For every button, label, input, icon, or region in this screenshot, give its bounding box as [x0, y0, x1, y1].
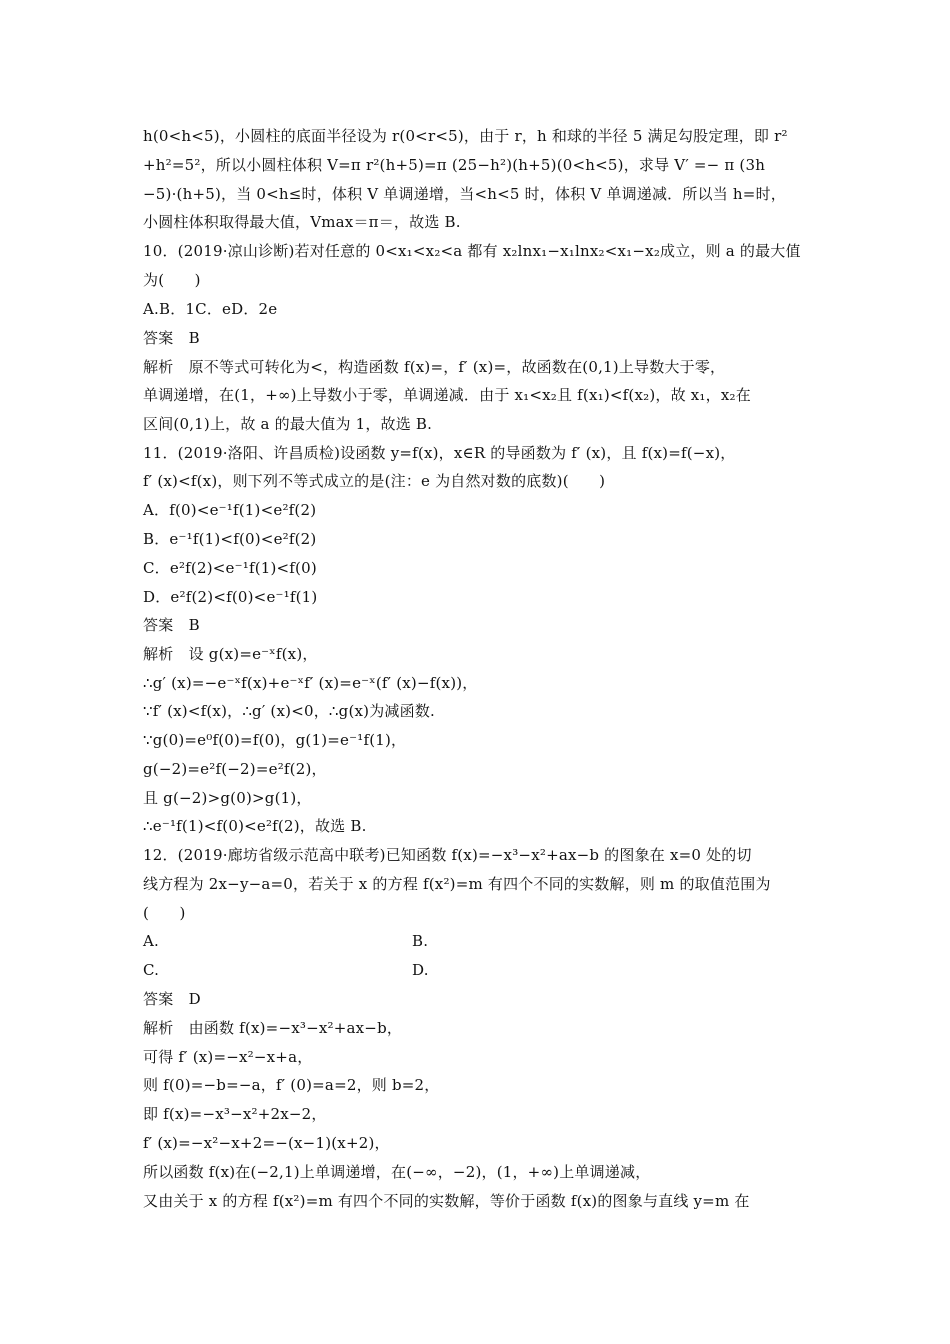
text-line: 即 f(x)=−x³−x²+2x−2，	[143, 1105, 327, 1123]
option-c: C．e²f(2)<e⁻¹f(1)<f(0)	[143, 559, 317, 577]
text-line: 线方程为 2x−y−a=0，若关于 x 的方程 f(x²)=m 有四个不同的实数解，则 m 的取值范围为	[143, 875, 771, 893]
text-line: h(0<h<5)，小圆柱的底面半径设为 r(0<r<5)，由于 r，h 和球的半径 5 满足勾股定理，即 r²	[143, 127, 788, 145]
text-line: f′ (x)<f(x)，则下列不等式成立的是(注：e 为自然对数的底数)( )	[143, 472, 606, 490]
option-a: A.	[143, 932, 160, 950]
option-a: A．f(0)<e⁻¹f(1)<e²f(2)	[143, 501, 317, 519]
text-line: ∵f′ (x)<f(x)，∴g′ (x)<0，∴g(x)为减函数.	[143, 702, 435, 720]
question-12-text: 12．(2019·廊坊省级示范高中联考)已知函数 f(x)=−x³−x²+ax−b 的图象在 x=0 处的切	[143, 846, 752, 864]
answer-label: 答案 D	[143, 990, 201, 1008]
text-line: g(−2)=e²f(−2)=e²f(2)，	[143, 760, 327, 778]
text-line: ( )	[143, 904, 186, 922]
answer-label: 答案 B	[143, 616, 200, 634]
text-line: +h²=5²，所以小圆柱体积 V=π r²(h+5)=π (25−h²)(h+5)(0<h<5)，求导 V′ =− π (3h	[143, 156, 766, 174]
text-line: −5)·(h+5)，当 0<h≤时，体积 V 单调递增，当<h<5 时，体积 V 单调递减．所以当 h=时，	[143, 185, 786, 203]
text-line: 且 g(−2)>g(0)>g(1)，	[143, 789, 312, 807]
text-line: 所以函数 f(x)在(−2,1)上单调递增，在(−∞，−2)，(1，+∞)上单调递减，	[143, 1163, 651, 1181]
question-10-text: 10．(2019·凉山诊断)若对任意的 0<x₁<x₂<a 都有 x₂lnx₁−x₁lnx₂<x₁−x₂成立，则 a 的最大值	[143, 242, 801, 260]
option-d: D．e²f(2)<f(0)<e⁻¹f(1)	[143, 588, 318, 606]
option-c: C.	[143, 961, 160, 979]
text-line: 为( )	[143, 271, 201, 289]
text-line: 则 f(0)=−b=−a，f′ (0)=a=2，则 b=2，	[143, 1076, 440, 1094]
text-line: 单调递增，在(1，+∞)上导数小于零，单调递减．由于 x₁<x₂且 f(x₁)<f(x₂)，故 x₁，x₂在	[143, 386, 751, 404]
option-b: B.	[412, 932, 429, 950]
text-line: ∴g′ (x)=−e⁻ˣf(x)+e⁻ˣf′ (x)=e⁻ˣ(f′ (x)−f(x))，	[143, 674, 478, 692]
text-line: ∴e⁻¹f(1)<f(0)<e²f(2)，故选 B.	[143, 817, 367, 835]
analysis-text: 解析 由函数 f(x)=−x³−x²+ax−b，	[143, 1019, 403, 1037]
answer-label: 答案 B	[143, 329, 200, 347]
option-b: B．e⁻¹f(1)<f(0)<e²f(2)	[143, 530, 317, 548]
text-line: ∵g(0)=e⁰f(0)=f(0)，g(1)=e⁻¹f(1)，	[143, 731, 407, 749]
question-10-options: A.B．1C．eD．2e	[143, 300, 278, 318]
text-line: f′ (x)=−x²−x+2=−(x−1)(x+2)，	[143, 1134, 390, 1152]
option-d: D.	[412, 961, 429, 979]
text-line: 区间(0,1)上，故 a 的最大值为 1，故选 B.	[143, 415, 433, 433]
text-line: 可得 f′ (x)=−x²−x+a，	[143, 1048, 313, 1066]
analysis-text: 解析 原不等式可转化为<，构造函数 f(x)=，f′ (x)=，故函数在(0,1)上导数大于零，	[143, 358, 726, 376]
analysis-text: 解析 设 g(x)=e⁻ˣf(x)，	[143, 645, 318, 663]
text-line: 又由关于 x 的方程 f(x²)=m 有四个不同的实数解，等价于函数 f(x)的图象与直线 y=m 在	[143, 1192, 750, 1210]
question-11-text: 11．(2019·洛阳、许昌质检)设函数 y=f(x)，x∈R 的导函数为 f′ (x)，且 f(x)=f(−x)，	[143, 444, 736, 462]
text-line: 小圆柱体积取得最大值，Vmax＝π＝，故选 B.	[143, 213, 461, 231]
